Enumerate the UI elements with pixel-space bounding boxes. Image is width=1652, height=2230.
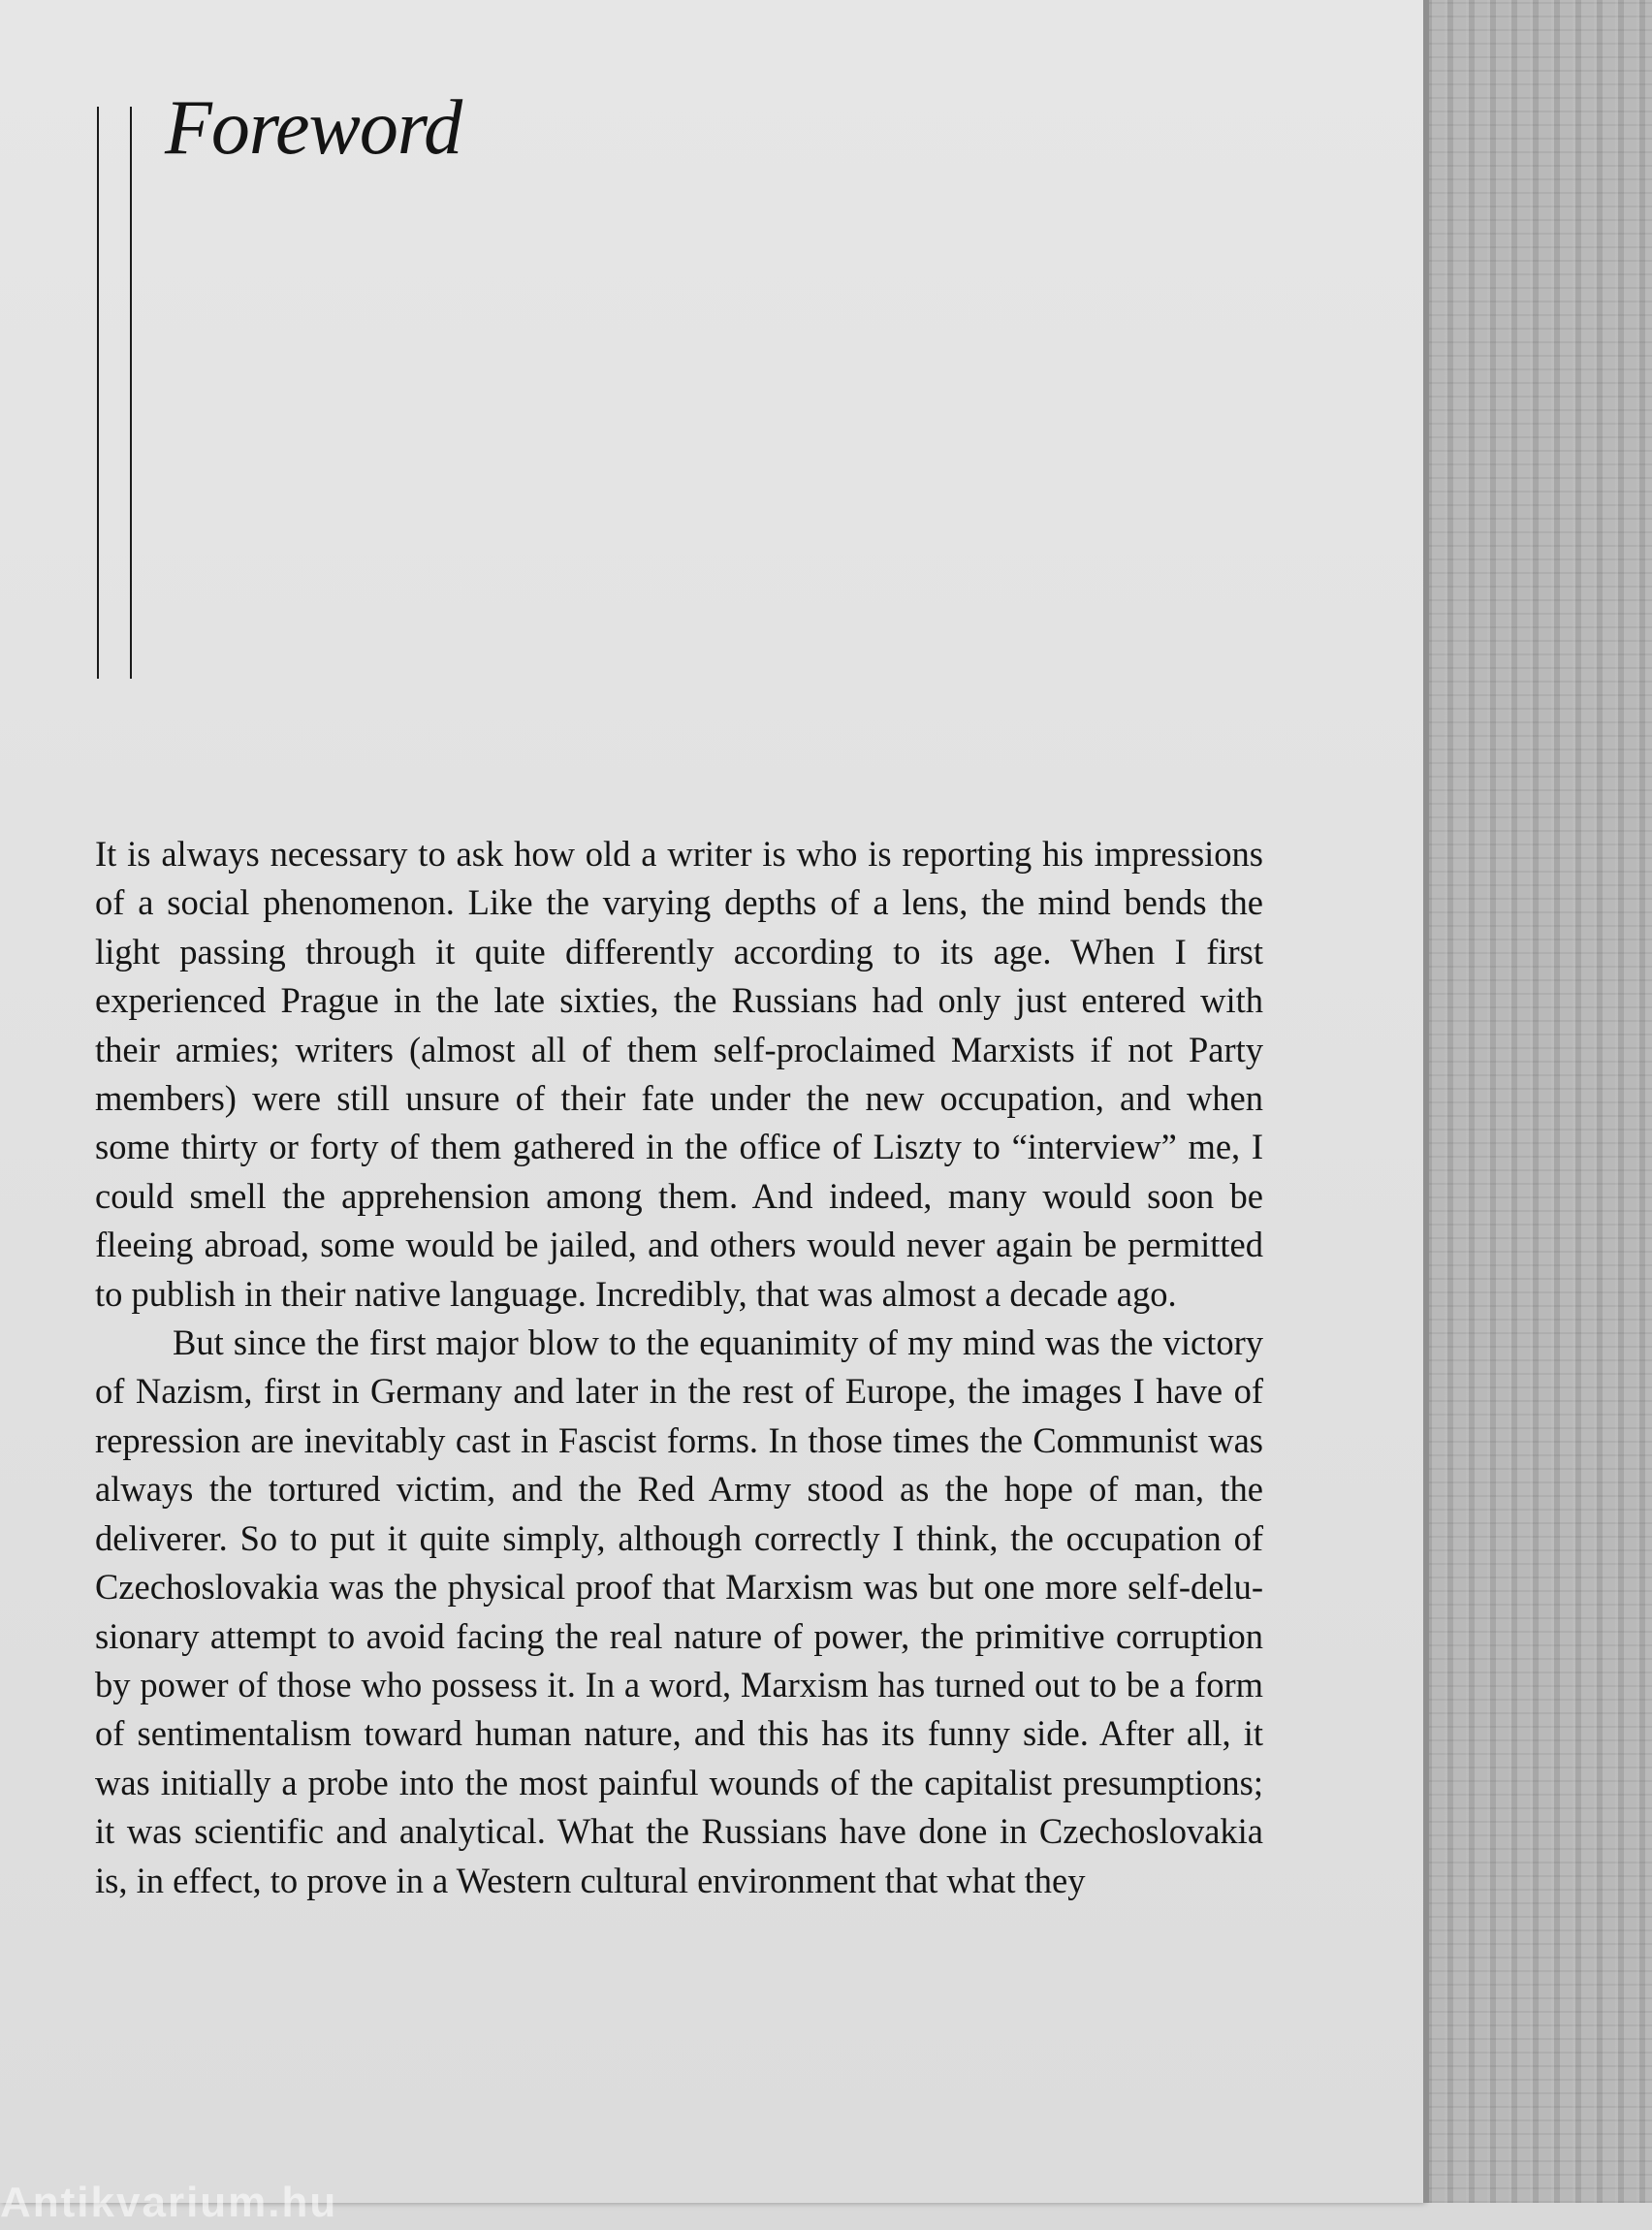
paragraph-1: It is always necessary to ask how old a writer is who is reporting his impressions of a social phenomenon. Like the varying depths of a lens, the mind bends the light passing through it quite differently according to its age. When I first experienced Prague in the late sixties, the Russians had only just entered with their armies; writers (almost all of them self-proclaimed Marxists if not Party members) were still unsure of their fate under the new occupation, and when some thirty or forty of them gathered in the office of Liszty to “interview” me, I could smell the apprehension among them. And indeed, many would soon be fleeing abroad, some would be jailed, and others would never again be permitted to publish in their native language. Incredibly, that was almost a decade ago. [95, 834, 1263, 1314]
book-binding [1423, 0, 1652, 2203]
decorative-rule-right [130, 107, 132, 679]
chapter-title: Foreword [165, 85, 462, 171]
watermark: Antikvarium.hu [0, 2179, 338, 2226]
page-edge-shadow [1423, 0, 1429, 2203]
decorative-rule-left [97, 107, 99, 679]
paragraph-2: But since the first major blow to the equanimity of my mind was the victory of Nazism, first in Germany and later in the rest of Europe, the images I have of repression are inevitably cast in Fascist forms. In those times the Communist was always the tortured victim, and the Red Army stood as the hope of man, the deliverer. So to put it quite simply, although correctly I think, the occupation of Czechoslovakia was the physical proof that Marxism was but one more self-delusionary attempt to avoid facing the real nature of power, the primitive corruption by power of those who possess it. In a word, Marxism has turned out to be a form of sentimentalism toward human nature, and this has its funny side. After all, it was initially a probe into the most painful wounds of the capitalist presumptions; it was scientific and analytical. What the Russians have done in Czechoslovakia is, in effect, to prove in a Western cultural environment that what they [95, 1322, 1263, 1900]
body-text [95, 830, 1263, 1905]
